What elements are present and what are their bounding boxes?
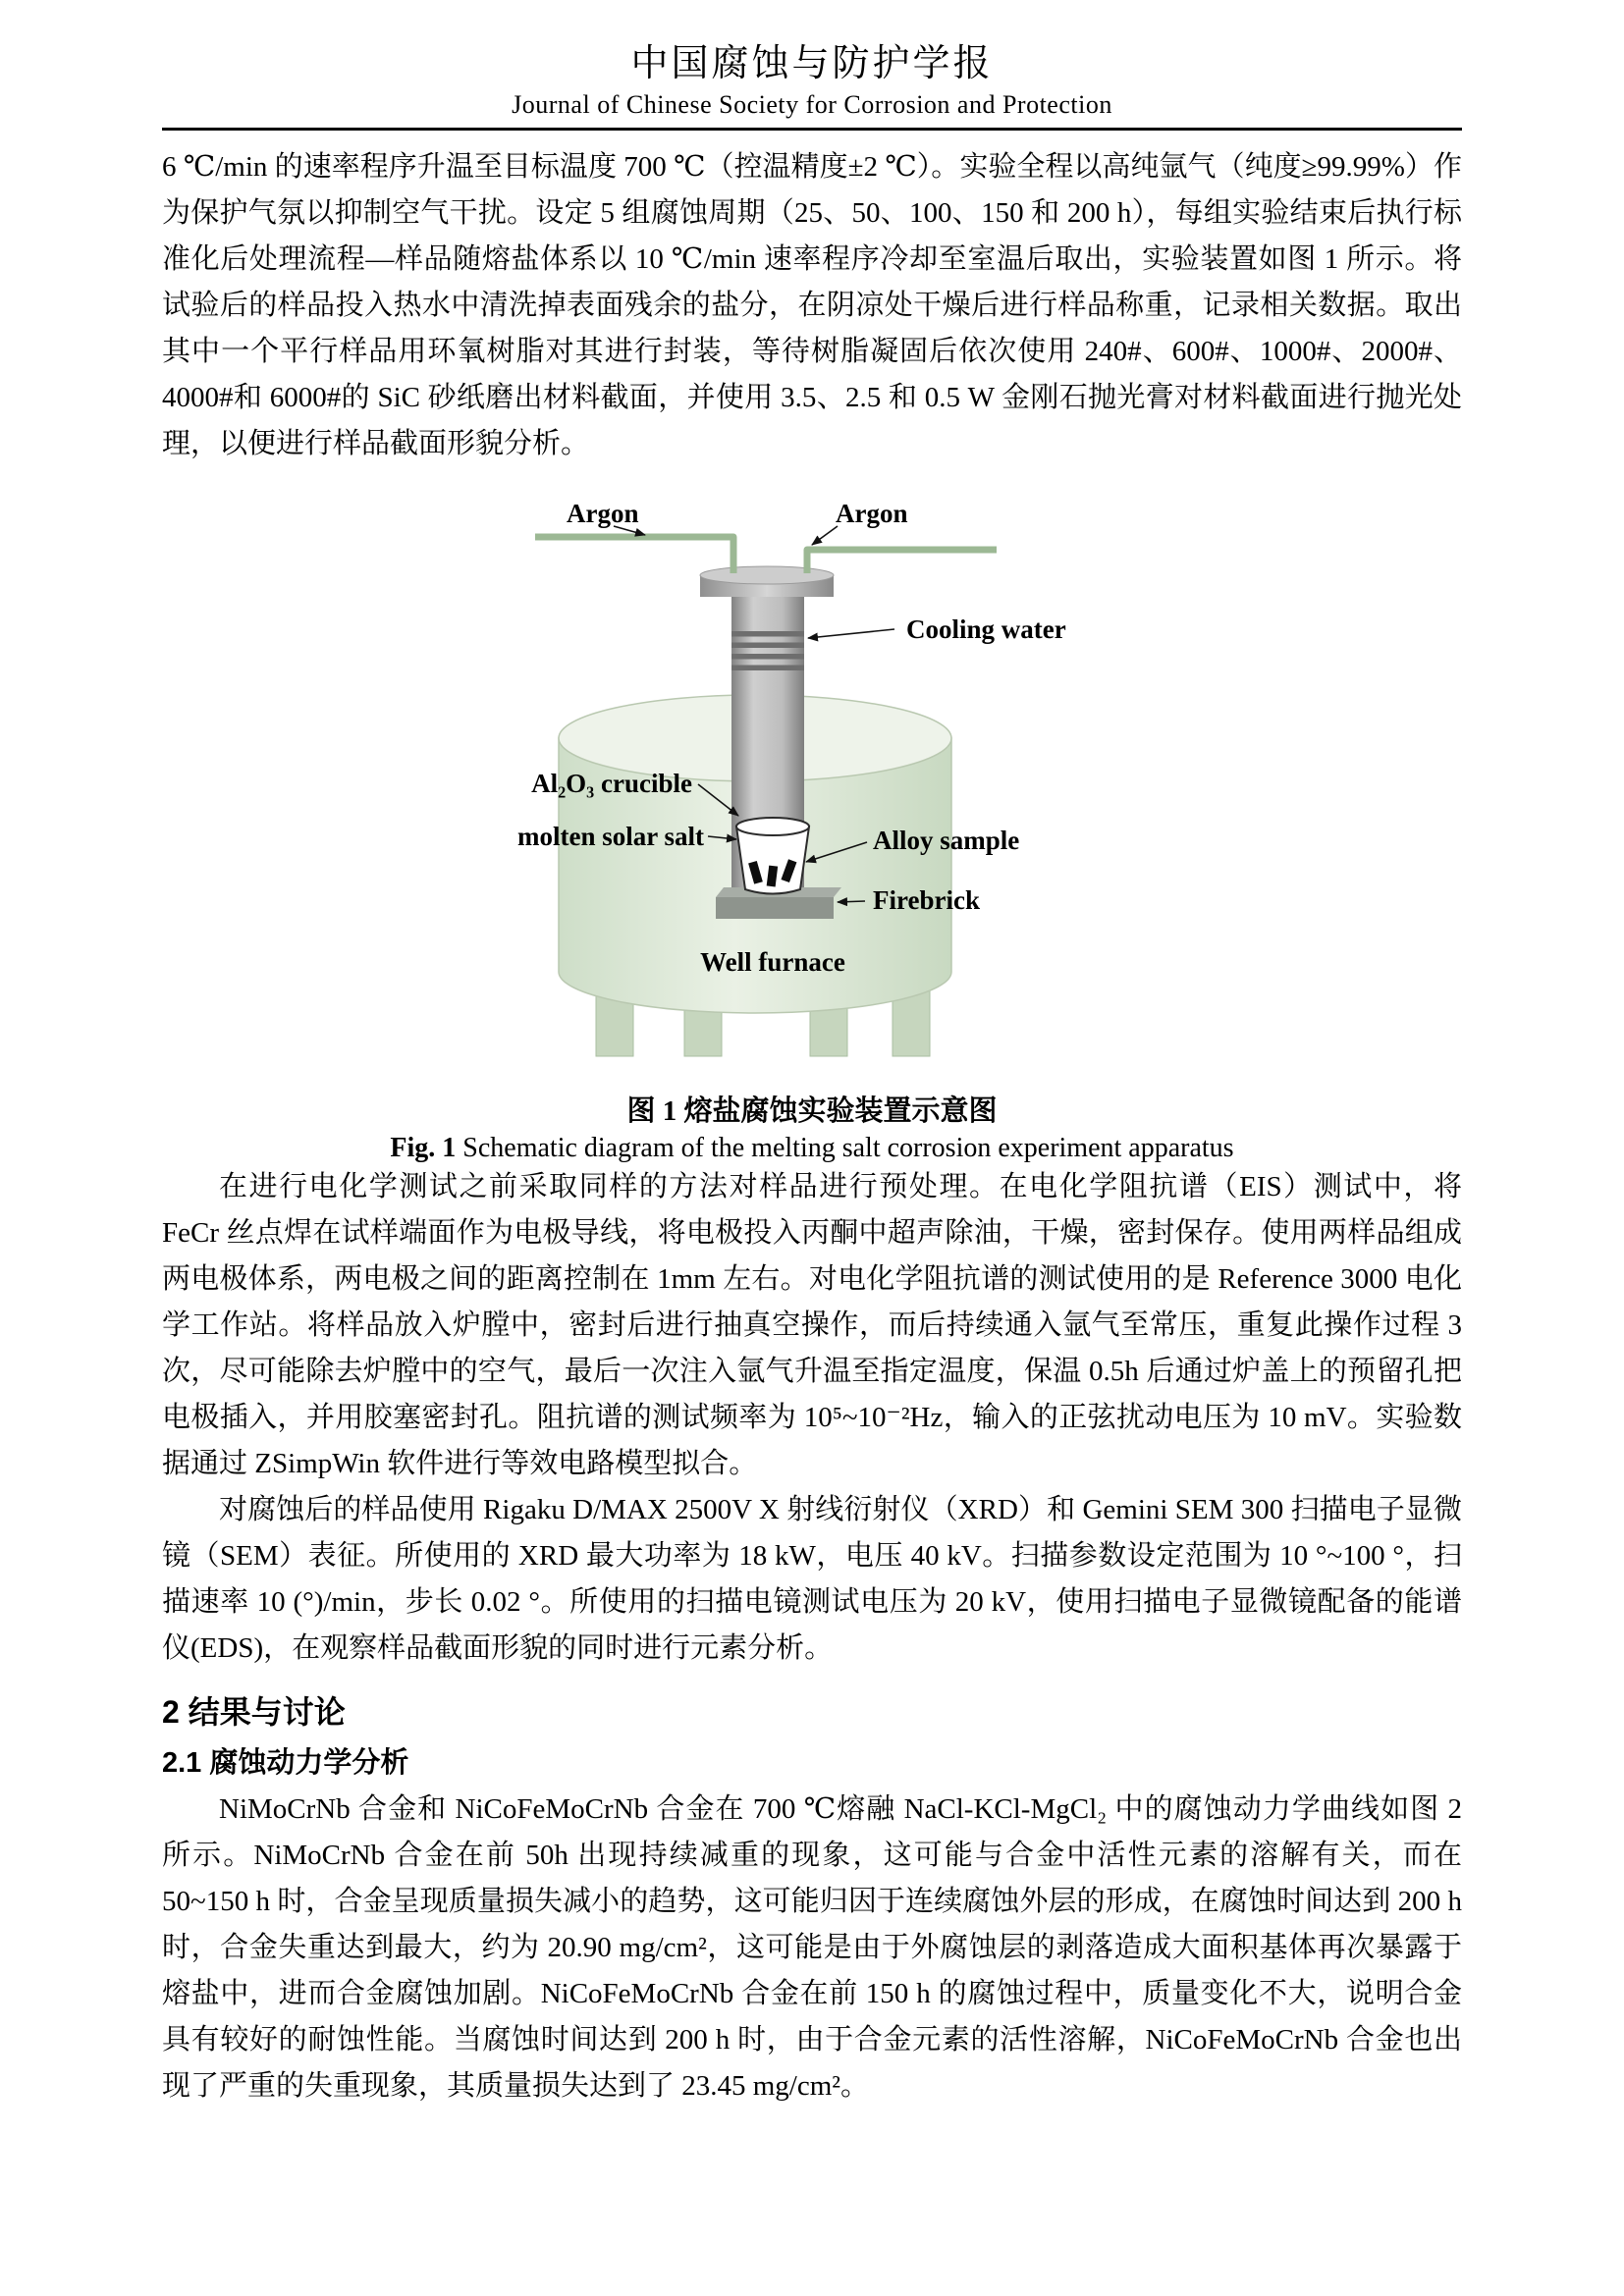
arrow-argon-right <box>812 526 838 545</box>
arrow-cooling-water <box>808 629 894 638</box>
figure1-apparatus-diagram <box>498 493 1126 1074</box>
tube-flange <box>700 566 834 597</box>
label-cooling-water: Cooling water <box>906 614 1066 644</box>
subsection-heading-corrosion-kinetics: 2.1 腐蚀动力学分析 <box>162 1746 409 1779</box>
body-paragraph-4: NiMoCrNb 合金和 NiCoFeMoCrNb 合金在 700 ℃熔融 NaCl-KCl-MgCl₂ 中的腐蚀动力学曲线如图 2 所示。NiMoCrNb 合金在前 50h 出现持续减重的现象，这可能与合金中活性元素的溶解有关，而在 50~150 h 时，合金呈现质量损失减小的趋势，这可能归因于连续腐蚀外层的形成，在腐蚀时间达到 200 h 时，合金失重达到最大，约为 20.90 mg/cm²，这可能是由于外腐蚀层的剥落造成大面积基体再次暴露于熔盐中，进而合金腐蚀加剧。NiCoFeMoCrNb 合金在前 150 h 的腐蚀过程中，质量变化不大，说明合金具有较好的耐蚀性能。当腐蚀时间达到 200 h 时，由于合金元素的活性溶解，NiCoFeMoCrNb 合金也出现了严重的失重现象，其质量损失达到了 23.45 mg/cm²。 <box>162 1792 1462 2102</box>
body-paragraph-1: 6 ℃/min 的速率程序升温至目标温度 700 ℃（控温精度±2 ℃）。实验全程以高纯氩气（纯度≥99.99%）作为保护气氛以抑制空气干扰。设定 5 组腐蚀周期（25、50、100、150 和 200 h），每组实验结束后执行标准化后处理流程—样品随熔盐体系以 10 ℃/min 速率程序冷却至室温后取出，实验装置如图 1 所示。将试验后的样品投入热水中清洗掉表面残余的盐分，在阴凉处干燥后进行样品称重，记录相关数据。取出其中一个平行样品用环氧树脂对其进行封装，等待树脂凝固后依次使用 240#、600#、1000#、2000#、4000#和 6000#的 SiC 砂纸磨出材料截面，并使用 3.5、2.5 和 0.5 W 金刚石抛光膏对材料截面进行抛光处理，以便进行样品截面形貌分析。 <box>162 150 1462 459</box>
label-al2o3-crucible: Al₂O₃ crucible <box>531 768 692 798</box>
journal-header <box>162 41 1462 131</box>
label-well-furnace: Well furnace <box>700 946 845 977</box>
figure1-caption-en-text: Schematic diagram of the melting salt corrosion experiment apparatus <box>456 1132 1234 1163</box>
label-firebrick: Firebrick <box>873 884 980 915</box>
arrow-firebrick <box>838 901 865 902</box>
section-heading-results: 2 结果与讨论 <box>162 1693 346 1730</box>
figure1-caption-en <box>162 1133 1462 1164</box>
figure1-caption <box>162 1089 1462 1164</box>
label-argon-left: Argon <box>567 498 639 528</box>
label-molten-solar-salt: molten solar salt <box>517 821 704 851</box>
journal-title-en: Journal of Chinese Society for Corrosion and Protection <box>512 89 1112 119</box>
argon-pipe-left <box>535 537 733 573</box>
figure1-caption-en-label: Fig. 1 <box>390 1132 457 1163</box>
header-rule <box>162 128 1462 131</box>
crucible <box>736 818 809 894</box>
figure1-caption-cn: 图 1 熔盐腐蚀实验装置示意图 <box>626 1095 998 1127</box>
journal-title-cn: 中国腐蚀与防护学报 <box>630 43 994 84</box>
body-paragraph-3: 对腐蚀后的样品使用 Rigaku D/MAX 2500V X 射线衍射仪（XRD）和 Gemini SEM 300 扫描电子显微镜（SEM）表征。所使用的 XRD 最大功率为 18 kW，电压 40 kV。扫描参数设定范围为 10 °~100 °，扫描速率 10 (°)/min，步长 0.02 °。所使用的扫描电镜测试电压为 20 kV，使用扫描电子显微镜配备的能谱仪(EDS)，在观察样品截面形貌的同时进行元素分析。 <box>162 1493 1462 1664</box>
argon-pipe-right <box>807 550 997 573</box>
label-argon-right: Argon <box>836 498 908 528</box>
label-alloy-sample: Alloy sample <box>873 825 1020 855</box>
body-paragraph-2: 在进行电化学测试之前采取同样的方法对样品进行预处理。在电化学阻抗谱（EIS）测试中，将 FeCr 丝点焊在试样端面作为电极导线，将电极投入丙酮中超声除油，干燥，密封保存。使用两样品组成两电极体系，两电极之间的距离控制在 1mm 左右。对电化学阻抗谱的测试使用的是 Reference 3000 电化学工作站。将样品放入炉膛中，密封后进行抽真空操作，而后持续通入氩气至常压，重复此操作过程 3 次，尽可能除去炉膛中的空气，最后一次注入氩气升温至指定温度，保温 0.5h 后通过炉盖上的预留孔把电极插入，并用胶塞密封孔。阻抗谱的测试频率为 10⁵~10⁻²Hz，输入的正弦扰动电压为 10 mV。实验数据通过 ZSimpWin 软件进行等效电路模型拟合。 <box>162 1170 1462 1479</box>
figure1 <box>390 493 1234 1164</box>
